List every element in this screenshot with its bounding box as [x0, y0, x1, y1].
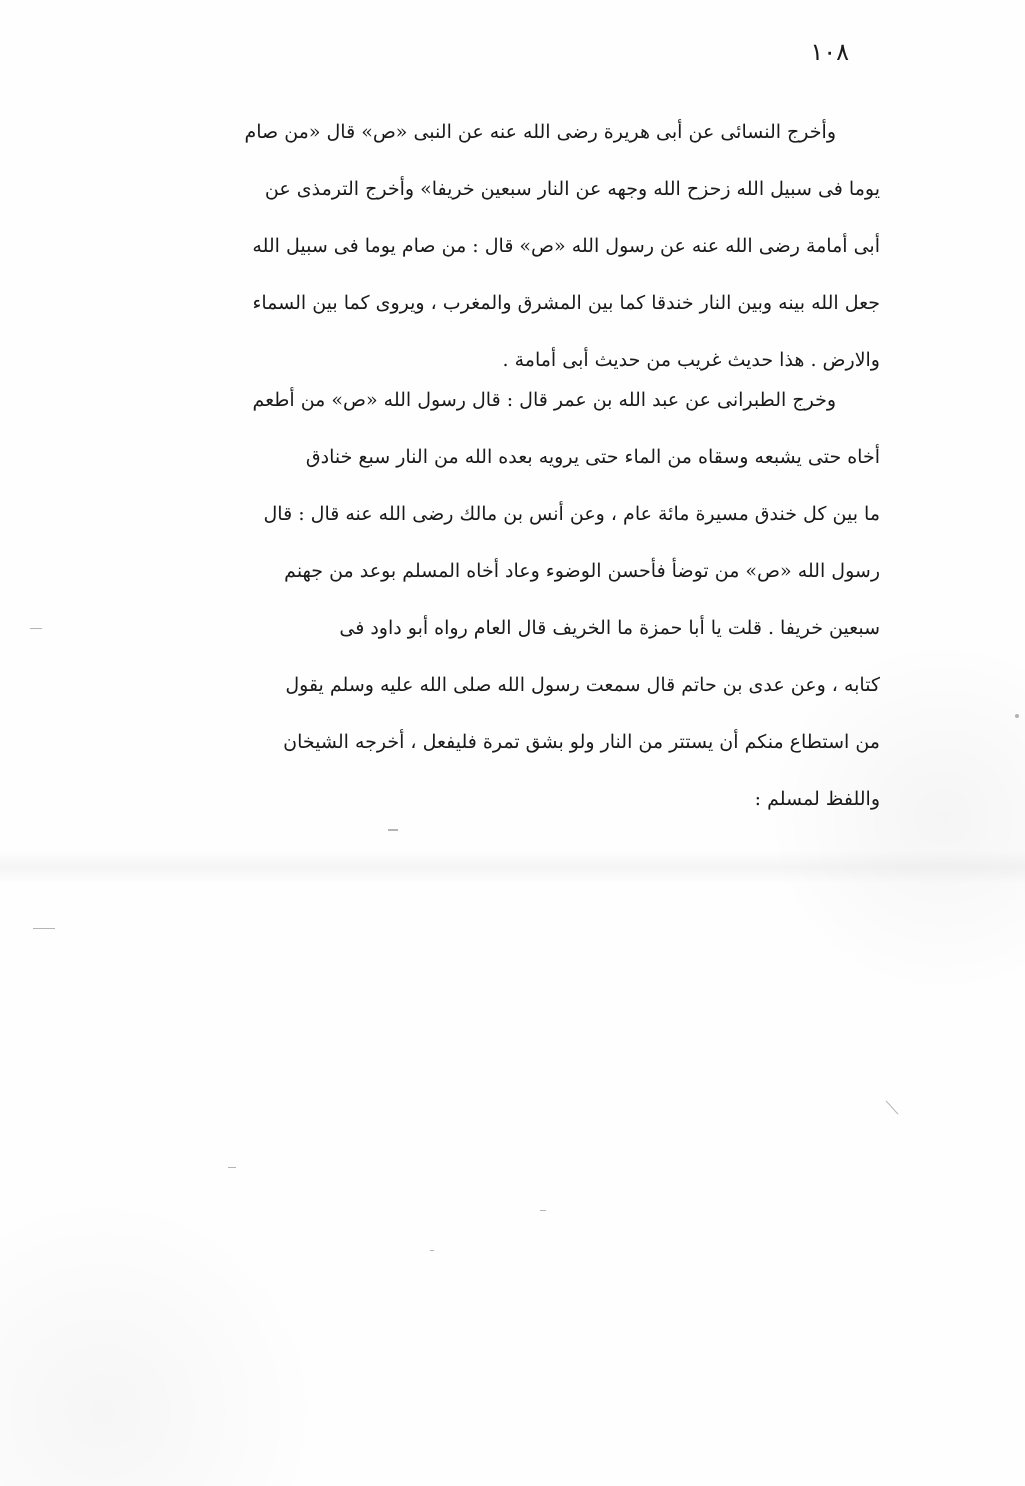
paragraph-line: وخرج الطبرانى عن عبد الله بن عمر قال : قال رسول الله «ص» من أطعم	[252, 389, 836, 411]
scan-speck	[388, 829, 398, 831]
paragraph-1	[140, 104, 880, 389]
paragraph-line: واللفظ لمسلم :	[754, 788, 880, 810]
paragraph-line: يوما فى سبيل الله زحزح الله وجهه عن النار سبعين خريفا» وأخرج الترمذى عن	[264, 178, 880, 200]
scan-noise-band	[0, 850, 1025, 884]
paragraph-line: من استطاع منكم أن يستتر من النار ولو بشق تمرة فليفعل ، أخرجه الشيخان	[283, 731, 880, 753]
paragraph-line: سبعين خريفا . قلت يا أبا حمزة ما الخريف قال العام رواه أبو داود فى	[339, 617, 880, 639]
scan-speck	[33, 928, 55, 929]
scan-speck	[886, 1100, 899, 1114]
scan-speck	[228, 1167, 236, 1168]
paragraph-2	[140, 372, 880, 828]
paragraph-line: ما بين كل خندق مسيرة مائة عام ، وعن أنس بن مالك رضى الله عنه قال : قال	[263, 503, 880, 525]
scan-speck	[430, 1250, 434, 1251]
scan-speck	[30, 628, 42, 629]
paragraph-line: والارض . هذا حديث غريب من حديث أبى أمامة .	[502, 349, 880, 371]
paragraph-line: أخاه حتى يشبعه وسقاه من الماء حتى يرويه بعده الله من النار سبع خنادق	[305, 446, 880, 468]
page-number: ١٠٨	[810, 38, 849, 66]
paragraph-line: كتابه ، وعن عدى بن حاتم قال سمعت رسول الله صلى الله عليه وسلم يقول	[285, 674, 880, 696]
scan-speck	[540, 1210, 546, 1211]
paragraph-line: جعل الله بينه وبين النار خندقا كما بين المشرق والمغرب ، ويروى كما بين السماء	[252, 292, 880, 314]
scan-speck	[1015, 714, 1019, 718]
paragraph-line: وأخرج النسائى عن أبى هريرة رضى الله عنه عن النبى «ص» قال «من صام	[244, 121, 836, 143]
paragraph-line: رسول الله «ص» من توضأ فأحسن الوضوء وعاد أخاه المسلم بوعد من جهنم	[284, 560, 880, 582]
paragraph-line: أبى أمامة رضى الله عنه عن رسول الله «ص» قال : من صام يوما فى سبيل الله	[252, 235, 880, 257]
